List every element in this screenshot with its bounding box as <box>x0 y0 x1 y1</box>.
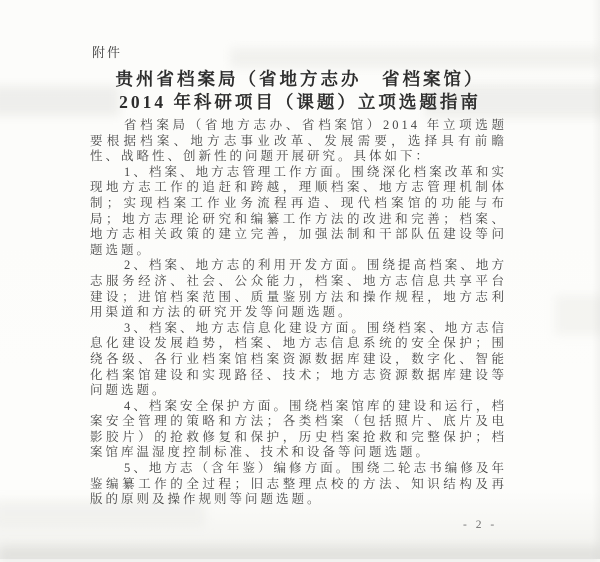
page-number: - 2 - <box>463 519 498 531</box>
document-title-line2: 2014 年科研项目（课题）立项选题指南 <box>119 92 481 112</box>
body-paragraph-intro: 省档案局（省地方志办、省档案馆）2014 年立项选题要根据档案、地方志事业改革、发展需要，选择具有前瞻性、战略性、创新性的问题开展研究。具体如下： <box>90 118 507 164</box>
body-paragraph-item-3: 3、档案、地方志信息化建设方面。围绕档案、地方志信息化建设发展趋势，档案、地方志信息系统的安全保护；围绕各级、各行业档案馆档案资源数据库建设，数字化、智能化档案馆建设和实现路径、技术；地方志资源数据库建设等问题选题。 <box>90 320 507 398</box>
body-paragraph-item-2: 2、档案、地方志的利用开发方面。围绕提高档案、地方志服务经济、社会、公众能力，档案、地方志信息共享平台建设；进馆档案范围、质量鉴别方法和操作规程，地方志利用渠道和方法的研究开发等问题选题。 <box>90 258 507 320</box>
document-title <box>0 68 600 114</box>
scan-smudge <box>555 295 600 335</box>
body-paragraph-item-1: 1、档案、地方志管理工作方面。围绕深化档案改革和实现地方志工作的追赶和跨越，理顺档案、地方志管理机制体制；实现档案工作业务流程再造、现代档案馆的功能与布局；地方志理论研究和编纂工作方法的改进和完善；档案、地方志相关政策的建立完善，加强法制和干部队伍建设等问题选题。 <box>90 164 507 257</box>
body-paragraph-item-5: 5、地方志（含年鉴）编修方面。围绕二轮志书编修及年鉴编纂工作的全过程；旧志整理点校的方法、知识结构及再版的原则及操作规则等问题选题。 <box>90 461 507 507</box>
document-body <box>90 118 507 508</box>
scan-smudge <box>230 48 600 68</box>
document-title-line1: 贵州省档案局（省地方志办 省档案馆） <box>115 69 485 89</box>
body-paragraph-item-4: 4、档案安全保护方面。围绕档案馆库的建设和运行，档案安全管理的策略和方法；各类档案（包括照片、底片及电影胶片）的抢救修复和保护，历史档案抢救和完整保护；档案馆库温湿度控制标准、技术和设备等问题选题。 <box>90 398 507 460</box>
scan-smudge <box>0 546 600 562</box>
attachment-label: 附件 <box>92 45 123 60</box>
